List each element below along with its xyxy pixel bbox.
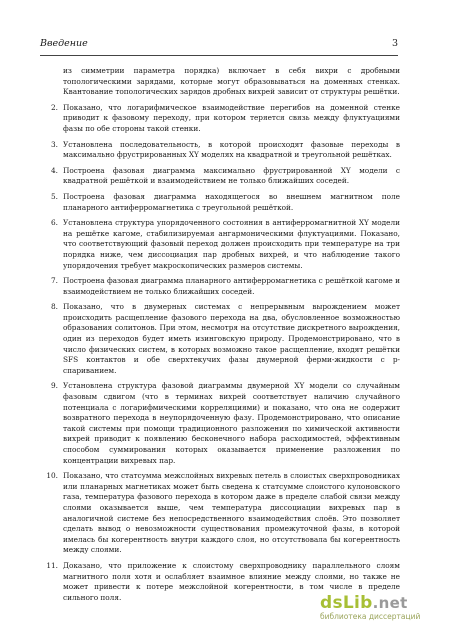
list-item-number: 6.: [51, 218, 58, 228]
continued-paragraph: из симметрии параметра порядка) включает в себя вихри с дробными топологическими зарядами, которые могут образовываться на доменных стенках. Квантование топологических зарядов дробных вихрей зависит от структуры решётки.: [63, 66, 400, 97]
list-item: [40, 140, 400, 161]
list-item-text: Показано, что логарифмическое взаимодействие перегибов на доменной стенке приводит к фазовому переходу, при котором теряется связь между флуктуациями фазы по обе стороны такой стенки.: [63, 102, 400, 133]
list-item-text: Построена фазовая диаграмма находящегося во внешнем магнитном поле планарного антиферромагнетика с треугольной решёткой.: [63, 191, 400, 212]
list-item: [40, 192, 400, 213]
list-item: [40, 166, 400, 187]
document-body: [40, 66, 400, 603]
list-item-text: Установлена структура упорядоченного состояния в антиферромагнитной XY модели на решётке кагоме, стабилизируемая ангармоническими флуктуациями. Показано, что соответствующий фазовый переход должен происходить при температуре на три порядка ниже, чем диссоциация пар дробных вихрей, и что наблюдение такого упорядочения требует макроскопических размеров системы.: [63, 218, 400, 270]
list-item-text: Показано, что статсумма межслойных вихревых петель в слоистых сверхпроводниках или планарных магнетиках может быть сведена к статсумме слоистого кулоновского газа, температура фазового перехода в котором даже в пределе слабой связи между слоями оказывается выше, чем температура диссоциации вихревых пар в аналогичной системе без непосредственного взаимодействия слоёв. Это позволяет сделать вывод о невозможности существования промежуточной фазы, в которой имелась бы когерентность внутри каждого слоя, но отсутствовала бы когерентность между слоями.: [63, 471, 400, 555]
list-item-text: Показано, что в двумерных системах с непрерывным вырождением может происходить расщепление фазового перехода на два, обусловленное возможностью образования солитонов. При этом, несмотря на отсутствие дискретного вырождения, один из переходов будет иметь изинговскую природу. Продемонстрировано, что в число физических систем, в которых возможно такое расщепление, входят решётки SFS контактов и обе сверхтекучих фазы двумерной ферми-жидкости с p-спариванием.: [63, 302, 400, 375]
list-item-text: Построена фазовая диаграмма максимально фрустрированной XY модели с квадратной решёткой и взаимодействием не только ближайших соседей.: [63, 165, 400, 186]
list-item-number: 5.: [51, 191, 58, 201]
list-item-text: Построена фазовая диаграмма планарного антиферромагнетика с решёткой кагоме и взаимодействием не только ближайших соседей.: [63, 276, 400, 296]
list-item-number: 3.: [51, 139, 58, 149]
list-item: [40, 276, 400, 297]
list-item-number: 10.: [46, 471, 58, 481]
list-item-number: 4.: [51, 165, 58, 175]
list-item: [40, 103, 400, 135]
list-item-number: 9.: [51, 381, 58, 391]
list-item: [40, 218, 400, 271]
list-item: [40, 471, 400, 556]
list-item-number: 11.: [46, 560, 58, 570]
list-item-number: 2.: [51, 102, 58, 112]
list-item-text: Установлена последовательность, в которой происходят фазовые переходы в максимально фрустрированных XY моделях на квадратной и треугольной решётках.: [63, 139, 400, 160]
list-item-text: Установлена структура фазовой диаграммы двумерной XY модели со случайным фазовым сдвигом (что в терминах вихрей соответствует наличию случайного потенциала с логарифмическими корреляциями) и показано, что она не содержит возвратного перехода в неупорядоченную фазу. Продемонстрировано, что описание такой системы при помощи традиционного разложения по химической активности вихрей приводит к появлению бесконечного набора расходимостей, эффективным способом суммирования которых оказывается применение разложения по концентрации вихревых пар.: [63, 381, 400, 465]
logo-suffix: .net: [372, 594, 408, 612]
list-item-number: 8.: [51, 302, 58, 312]
watermark-caption: библиотека диссертаций: [320, 612, 421, 621]
chapter-title: Введение: [40, 38, 88, 49]
page-number: 3: [391, 38, 398, 49]
dslib-watermark: [320, 593, 432, 623]
list-item: [40, 302, 400, 376]
list-item: [40, 381, 400, 466]
header-divider: [40, 55, 398, 56]
list-item-text: Доказано, что приложение к слоистому сверхпроводнику параллельного слоям магнитного поля хотя и ослабляет взаимное влияние между слоями, но также не может привести к потере межслойной когерентности, в том числе в пределе сильного поля.: [63, 560, 400, 602]
list-item-number: 7.: [51, 276, 58, 286]
page-header: [40, 38, 398, 52]
dslib-logo: [320, 593, 408, 613]
logo-main: dsLib: [320, 593, 373, 613]
